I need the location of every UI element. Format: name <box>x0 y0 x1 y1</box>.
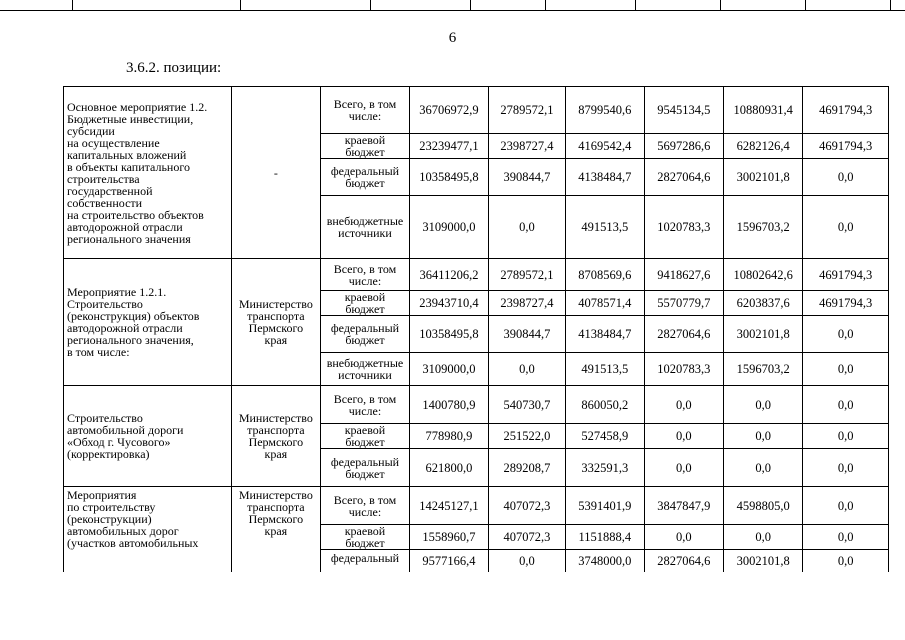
amount-cell: 4691794,3 <box>803 291 889 316</box>
amount-cell: 0,0 <box>488 550 565 572</box>
amount-cell: 3748000,0 <box>566 550 644 572</box>
amount-cell: 1151888,4 <box>566 525 644 550</box>
table-row <box>64 87 889 134</box>
amount-cell: 2827064,6 <box>644 159 723 196</box>
amount-cell: 3847847,9 <box>644 487 723 525</box>
amount-cell: 4169542,4 <box>566 134 644 159</box>
amount-cell: 1596703,2 <box>723 353 802 386</box>
amount-cell: 332591,3 <box>566 449 644 487</box>
amount-cell: 0,0 <box>803 196 889 259</box>
amount-cell: 0,0 <box>723 386 802 424</box>
amount-cell: 491513,5 <box>566 196 644 259</box>
amount-cell: 527458,9 <box>566 424 644 449</box>
amount-cell: 4138484,7 <box>566 316 644 353</box>
column-tick <box>890 0 891 10</box>
funding-source-cell: Всего, в том числе: <box>320 386 410 424</box>
amount-cell: 4078571,4 <box>566 291 644 316</box>
amount-cell: 0,0 <box>644 386 723 424</box>
amount-cell: 407072,3 <box>488 525 565 550</box>
amount-cell: 36411206,2 <box>410 259 488 291</box>
amount-cell: 9418627,6 <box>644 259 723 291</box>
amount-cell: 8799540,6 <box>566 87 644 134</box>
amount-cell: 0,0 <box>803 316 889 353</box>
funding-source-cell: внебюджетные источники <box>320 353 410 386</box>
amount-cell: 0,0 <box>723 424 802 449</box>
measure-description: Основное мероприятие 1.2. Бюджетные инвестиции, субсидии на осуществление капитальных вложений в объекты капитального строительства государственной собственности на строительство объектов автодорожной отрасли регионального значения <box>64 87 232 259</box>
amount-cell: 0,0 <box>803 449 889 487</box>
table-row <box>64 386 889 424</box>
amount-cell: 8708569,6 <box>566 259 644 291</box>
amount-cell: 0,0 <box>644 449 723 487</box>
amount-cell: 0,0 <box>803 487 889 525</box>
amount-cell: 2398727,4 <box>488 134 565 159</box>
amount-cell: 3002101,8 <box>723 316 802 353</box>
amount-cell: 3109000,0 <box>410 196 488 259</box>
amount-cell: 0,0 <box>803 424 889 449</box>
amount-cell: 540730,7 <box>488 386 565 424</box>
amount-cell: 23239477,1 <box>410 134 488 159</box>
funding-source-cell: федеральный бюджет <box>320 316 410 353</box>
funding-source-cell: Всего, в том числе: <box>320 259 410 291</box>
amount-cell: 5697286,6 <box>644 134 723 159</box>
column-tick <box>370 0 371 10</box>
amount-cell: 621800,0 <box>410 449 488 487</box>
amount-cell: 0,0 <box>803 353 889 386</box>
amount-cell: 10358495,8 <box>410 159 488 196</box>
amount-cell: 2827064,6 <box>644 550 723 572</box>
amount-cell: 0,0 <box>723 525 802 550</box>
table-row <box>64 487 889 525</box>
column-tick <box>545 0 546 10</box>
executor-cell: - <box>232 87 321 259</box>
amount-cell: 1020783,3 <box>644 196 723 259</box>
amount-cell: 491513,5 <box>566 353 644 386</box>
funding-source-cell: краевой бюджет <box>320 525 410 550</box>
amount-cell: 3002101,8 <box>723 550 802 572</box>
amount-cell: 2398727,4 <box>488 291 565 316</box>
funding-source-cell: Всего, в том числе: <box>320 87 410 134</box>
amount-cell: 0,0 <box>803 550 889 572</box>
amount-cell: 23943710,4 <box>410 291 488 316</box>
amount-cell: 0,0 <box>488 353 565 386</box>
amount-cell: 0,0 <box>723 449 802 487</box>
amount-cell: 2827064,6 <box>644 316 723 353</box>
amount-cell: 10802642,6 <box>723 259 802 291</box>
column-tick <box>470 0 471 10</box>
amount-cell: 4691794,3 <box>803 134 889 159</box>
amount-cell: 1400780,9 <box>410 386 488 424</box>
column-tick <box>72 0 73 10</box>
column-tick <box>240 0 241 10</box>
amount-cell: 4691794,3 <box>803 259 889 291</box>
amount-cell: 778980,9 <box>410 424 488 449</box>
amount-cell: 6282126,4 <box>723 134 802 159</box>
funding-source-cell: краевой бюджет <box>320 134 410 159</box>
amount-cell: 1558960,7 <box>410 525 488 550</box>
amount-cell: 251522,0 <box>488 424 565 449</box>
amount-cell: 0,0 <box>488 196 565 259</box>
executor-cell: Министерство транспорта Пермского края <box>232 259 321 386</box>
amount-cell: 36706972,9 <box>410 87 488 134</box>
amount-cell: 6203837,6 <box>723 291 802 316</box>
amount-cell: 860050,2 <box>566 386 644 424</box>
amount-cell: 9545134,5 <box>644 87 723 134</box>
amount-cell: 4598805,0 <box>723 487 802 525</box>
funding-source-cell: федеральный бюджет <box>320 159 410 196</box>
amount-cell: 10358495,8 <box>410 316 488 353</box>
page-number: 6 <box>448 30 457 46</box>
amount-cell: 289208,7 <box>488 449 565 487</box>
amount-cell: 407072,3 <box>488 487 565 525</box>
amount-cell: 9577166,4 <box>410 550 488 572</box>
measure-description: Мероприятие 1.2.1. Строительство (реконструкция) объектов автодорожной отрасли регионального значения, в том числе: <box>64 259 232 386</box>
funding-source-cell: краевой бюджет <box>320 291 410 316</box>
amount-cell: 1596703,2 <box>723 196 802 259</box>
amount-cell: 390844,7 <box>488 159 565 196</box>
amount-cell: 2789572,1 <box>488 259 565 291</box>
funding-source-cell: краевой бюджет <box>320 424 410 449</box>
amount-cell: 4691794,3 <box>803 87 889 134</box>
measure-description: Строительство автомобильной дороги «Обход г. Чусового» (корректировка) <box>64 386 232 487</box>
section-title: 3.6.2. позиции: <box>126 60 222 76</box>
amount-cell: 4138484,7 <box>566 159 644 196</box>
amount-cell: 0,0 <box>803 525 889 550</box>
amount-cell: 5570779,7 <box>644 291 723 316</box>
top-rule <box>0 10 905 11</box>
table-row <box>64 259 889 291</box>
amount-cell: 3002101,8 <box>723 159 802 196</box>
funding-source-cell: федеральный бюджет <box>320 449 410 487</box>
amount-cell: 10880931,4 <box>723 87 802 134</box>
column-tick <box>720 0 721 10</box>
executor-cell: Министерство транспорта Пермского края <box>232 487 321 572</box>
amount-cell: 0,0 <box>803 159 889 196</box>
funding-source-cell: внебюджетные источники <box>320 196 410 259</box>
column-tick <box>805 0 806 10</box>
amount-cell: 1020783,3 <box>644 353 723 386</box>
amount-cell: 3109000,0 <box>410 353 488 386</box>
funding-source-cell: Всего, в том числе: <box>320 487 410 525</box>
amount-cell: 14245127,1 <box>410 487 488 525</box>
executor-cell: Министерство транспорта Пермского края <box>232 386 321 487</box>
measure-description: Мероприятия по строительству (реконструкции) автомобильных дорог (участков автомобильных <box>64 487 232 572</box>
amount-cell: 0,0 <box>644 424 723 449</box>
budget-table <box>63 86 889 572</box>
amount-cell: 0,0 <box>803 386 889 424</box>
amount-cell: 2789572,1 <box>488 87 565 134</box>
amount-cell: 5391401,9 <box>566 487 644 525</box>
amount-cell: 0,0 <box>644 525 723 550</box>
funding-source-cell: федеральный <box>320 550 410 572</box>
column-tick <box>635 0 636 10</box>
amount-cell: 390844,7 <box>488 316 565 353</box>
